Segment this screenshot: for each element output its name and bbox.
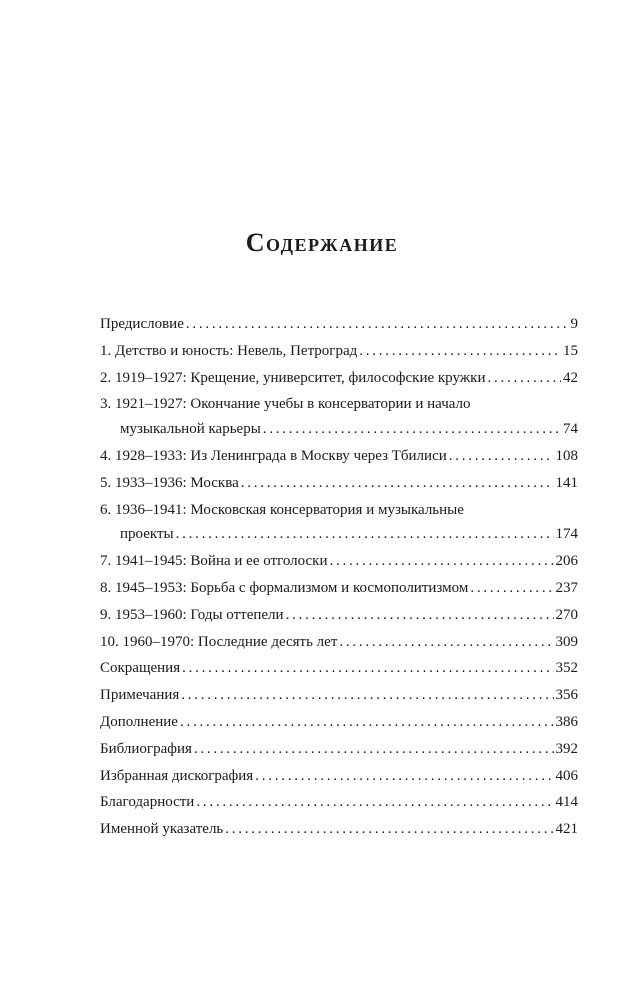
- toc-page-number: 9: [570, 316, 578, 332]
- toc-entry: [100, 366, 578, 391]
- dot-leader: [359, 339, 561, 364]
- toc-entry-title: Дополнение: [100, 713, 178, 730]
- toc-page-number: 174: [555, 526, 578, 543]
- toc-page-number: 421: [555, 821, 578, 838]
- toc-page-number: 352: [555, 660, 578, 677]
- toc-page-number: 309: [555, 633, 578, 650]
- toc-page-number: 270: [555, 606, 578, 623]
- dot-leader: [470, 576, 553, 601]
- page-title: Содержание: [245, 228, 399, 257]
- toc-entry: [100, 710, 578, 735]
- toc-entry: [100, 444, 578, 469]
- toc-entry: [100, 790, 578, 815]
- toc-page-number: 386: [555, 713, 578, 730]
- toc-entry-title: Благодарности: [100, 794, 195, 811]
- dot-leader: [241, 471, 554, 496]
- toc-entry: [100, 498, 578, 548]
- toc-page-number: 414: [555, 794, 578, 811]
- dot-leader: [176, 522, 554, 547]
- toc-entry-title: 1. Детство и юность: Невель, Петроград: [100, 342, 358, 359]
- dot-leader: [339, 630, 553, 655]
- dot-leader: [330, 549, 554, 574]
- toc-page-number: 237: [555, 579, 578, 596]
- dot-leader: [196, 790, 553, 815]
- toc-entry: [100, 630, 578, 655]
- toc-page-number: 206: [555, 553, 578, 570]
- toc-entry-title: Сокращения: [100, 660, 181, 677]
- dot-leader: [225, 817, 553, 842]
- toc-page-number: 108: [555, 447, 578, 464]
- toc-entry-title: 8. 1945–1953: Борьба с формализмом и космополитизмом: [100, 579, 469, 596]
- toc-page-number: 15: [563, 342, 578, 359]
- toc-entry-title: Именной указатель: [100, 821, 224, 838]
- dot-leader: [194, 737, 554, 762]
- toc-entry-title-continued: музыкальной карьеры: [120, 421, 261, 438]
- toc-entry-title: 7. 1941–1945: Война и ее отголоски: [100, 553, 328, 570]
- toc-entry: [100, 817, 578, 842]
- toc-entry: [100, 549, 578, 574]
- toc-page-number: 42: [563, 369, 578, 386]
- toc-entry-title: 6. 1936–1941: Московская консерватория и музыкальные: [100, 501, 464, 518]
- toc-entry-title: 9. 1953–1960: Годы оттепели: [100, 606, 284, 623]
- toc-entry: [100, 576, 578, 601]
- toc-entry-title: Библиография: [100, 740, 192, 757]
- dot-leader: [255, 764, 553, 789]
- toc-page-number: 392: [555, 740, 578, 757]
- toc-entry: [100, 392, 578, 442]
- dot-leader: [487, 366, 561, 391]
- toc-entry-title: Избранная дискография: [100, 767, 254, 784]
- toc-page-number: 406: [555, 767, 578, 784]
- toc-entry-title: Предисловие: [100, 316, 184, 332]
- toc-entry-title: 3. 1921–1927: Окончание учебы в консерватории и начало: [100, 396, 471, 413]
- toc-entry-title: 5. 1933–1936: Москва: [100, 474, 239, 491]
- toc-entry: [100, 339, 578, 364]
- toc-page-number: 356: [555, 687, 578, 704]
- dot-leader: [263, 417, 561, 442]
- dot-leader: [181, 683, 553, 708]
- toc-entry-title-continued: проекты: [120, 526, 174, 543]
- toc-page-number: 141: [555, 474, 578, 491]
- toc-entry: [100, 603, 578, 628]
- table-of-contents: [100, 312, 578, 844]
- toc-entry: [100, 471, 578, 496]
- toc-entry-title: 2. 1919–1927: Крещение, университет, философские кружки: [100, 369, 486, 386]
- dot-leader: [286, 603, 554, 628]
- toc-entry: [100, 656, 578, 681]
- toc-entry: [100, 683, 578, 708]
- toc-entry-title: Примечания: [100, 687, 180, 704]
- dot-leader: [182, 656, 553, 681]
- toc-entry: [100, 312, 578, 337]
- toc-entry-title: 4. 1928–1933: Из Ленинграда в Москву через Тбилиси: [100, 447, 447, 464]
- toc-entry: [100, 737, 578, 762]
- dot-leader: [449, 444, 554, 469]
- dot-leader: [180, 710, 554, 735]
- toc-page-number: 74: [563, 421, 578, 438]
- dot-leader: [186, 312, 569, 337]
- toc-entry: [100, 764, 578, 789]
- toc-entry-title: 10. 1960–1970: Последние десять лет: [100, 633, 338, 650]
